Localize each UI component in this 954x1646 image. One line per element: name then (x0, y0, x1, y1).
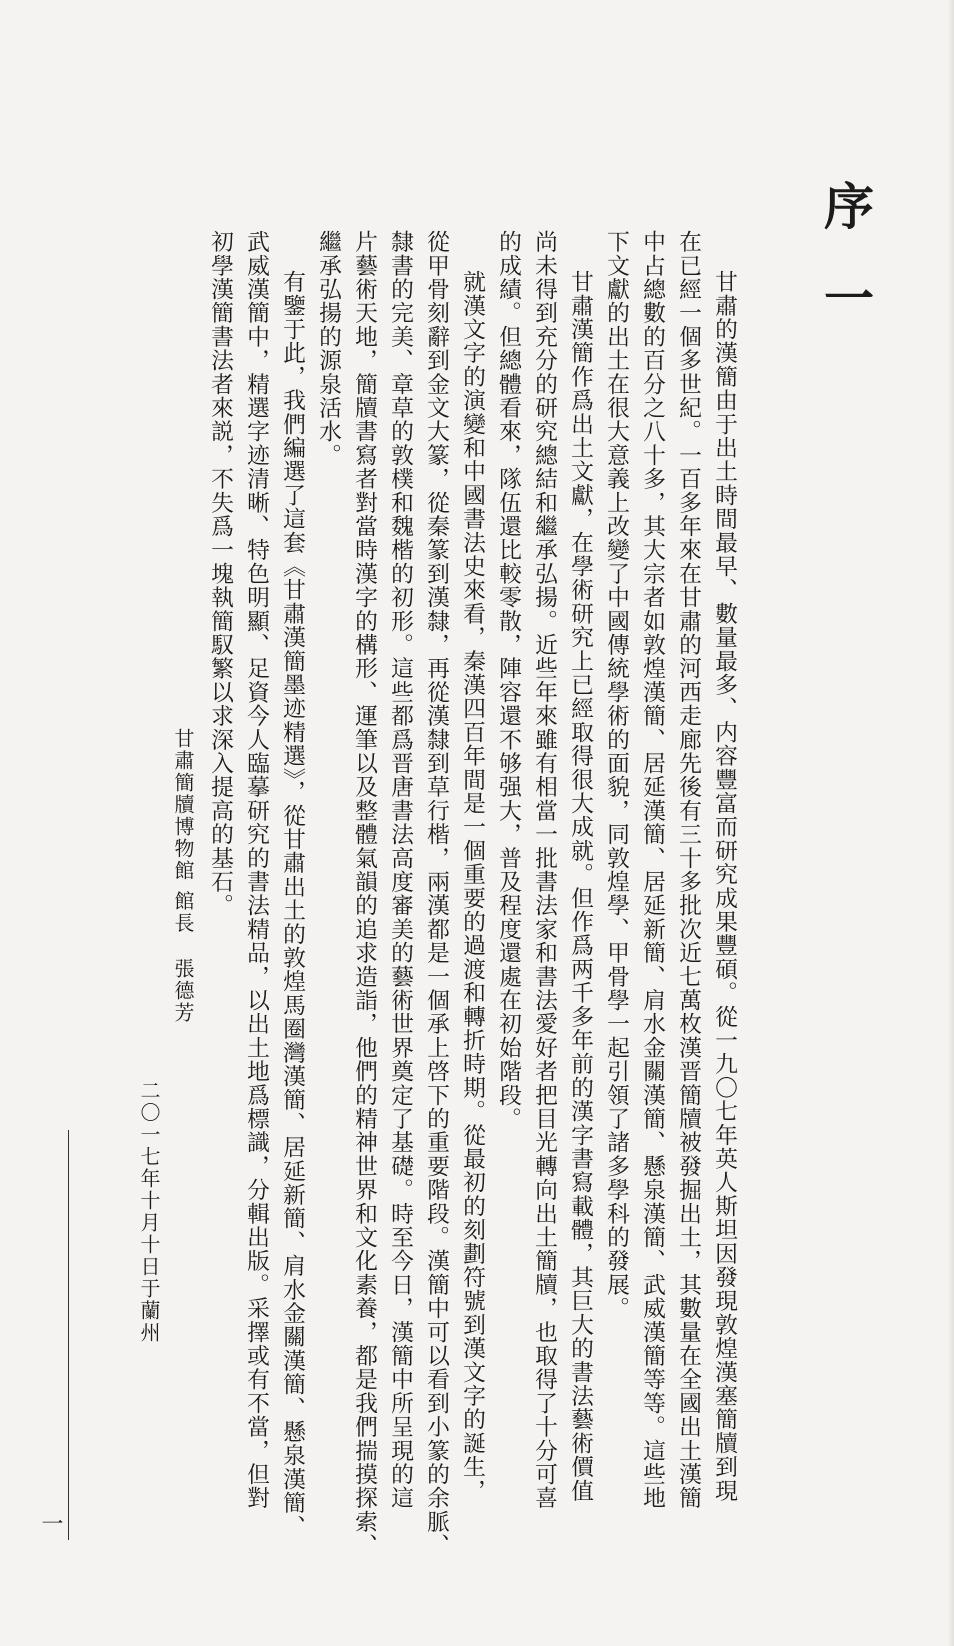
signature-org-title: 甘肅簡牘博物館 館長 (171, 728, 195, 935)
page-edge-shadow (948, 0, 954, 1646)
text-column-9: 從甲骨刻辭到金文大篆，從秦篆到漢隸，再從漢隸到草行楷，兩漢都是一個承上啓下的重要階段。漢簡中可以看到小篆的余脈、 (423, 230, 449, 1558)
text-column-14: 武威漢簡中，精選字迹清晰、特色明顯、足資今人臨摹研究的書法精品，以出土地爲標識，分輯出版。采擇或有不當，但對 (243, 230, 269, 1510)
text-column-13: 有鑒于此，我們編選了這套《甘肅漢簡墨迹精選》，從甘肅出土的敦煌馬圈灣漢簡、居延新簡、肩水金關漢簡、懸泉漢簡、 (279, 270, 305, 1539)
text-column-8: 就漢文字的演變和中國書法史來看，秦漢四百年間是一個重要的過渡和轉折時期。從最初的刻劃符號到漢文字的誕生， (459, 270, 485, 1503)
text-column-1: 甘肅的漢簡由于出土時間最早、數量最多、内容豐富而研究成果豐碩。從一九〇七年英人斯坦因發現敦煌漢塞簡牘到現 (711, 270, 737, 1503)
text-column-11: 片藝術天地，簡牘書寫者對當時漢字的構形、運筆以及整體氣韻的追求造詣，他們的精神世界和文化素養，都是我們揣摸探索、 (351, 230, 377, 1558)
signature-date: 二〇一七年十月十日于蘭州 (137, 1080, 161, 1344)
text-column-6: 尚未得到充分的研究總結和繼承弘揚。近些年來雖有相當一批書法家和書法愛好者把目光轉向出土簡牘，也取得了十分可喜 (531, 230, 557, 1510)
text-column-12: 繼承弘揚的源泉活水。 (315, 230, 341, 467)
text-column-4: 下文獻的出土在很大意義上改變了中國傳統學術的面貌，同敦煌學、甲骨學一起引領了諸多學科的發展。 (603, 230, 629, 1321)
page-number: 一 (38, 1512, 63, 1534)
page-title: 序一 (816, 180, 875, 364)
text-column-5: 甘肅漢簡作爲出土文獻，在學術研究上已經取得很大成就。但作爲两千多年前的漢字書寫載體，其巨大的書法藝術價值 (567, 270, 593, 1503)
text-column-10: 隸書的完美、章草的敦樸和魏楷的初形。這些都爲晋唐書法高度審美的藝術世界奠定了基礎。時至今日，漢簡中所呈現的這 (387, 230, 413, 1510)
text-column-7: 的成績。但總體看來，隊伍還比較零散，陣容還不够强大，普及程度還處在初始階段。 (495, 230, 521, 1131)
text-column-2: 在已經一個多世紀。一百多年來在甘肅的河西走廊先後有三十多批次近七萬枚漢晋簡牘被發掘出土，其數量在全國出土漢簡 (675, 230, 701, 1510)
margin-rule (68, 1130, 69, 1540)
text-column-3: 中占總數的百分之八十多，其大宗者如敦煌漢簡、居延漢簡、居延新簡、肩水金關漢簡、懸泉漢簡、武威漢簡等等。這些地 (639, 230, 665, 1510)
text-column-15: 初學漢簡書法者來説，不失爲一塊執簡馭繁以求深入提高的基石。 (207, 230, 233, 918)
signature-name: 張德芳 (171, 958, 195, 1024)
